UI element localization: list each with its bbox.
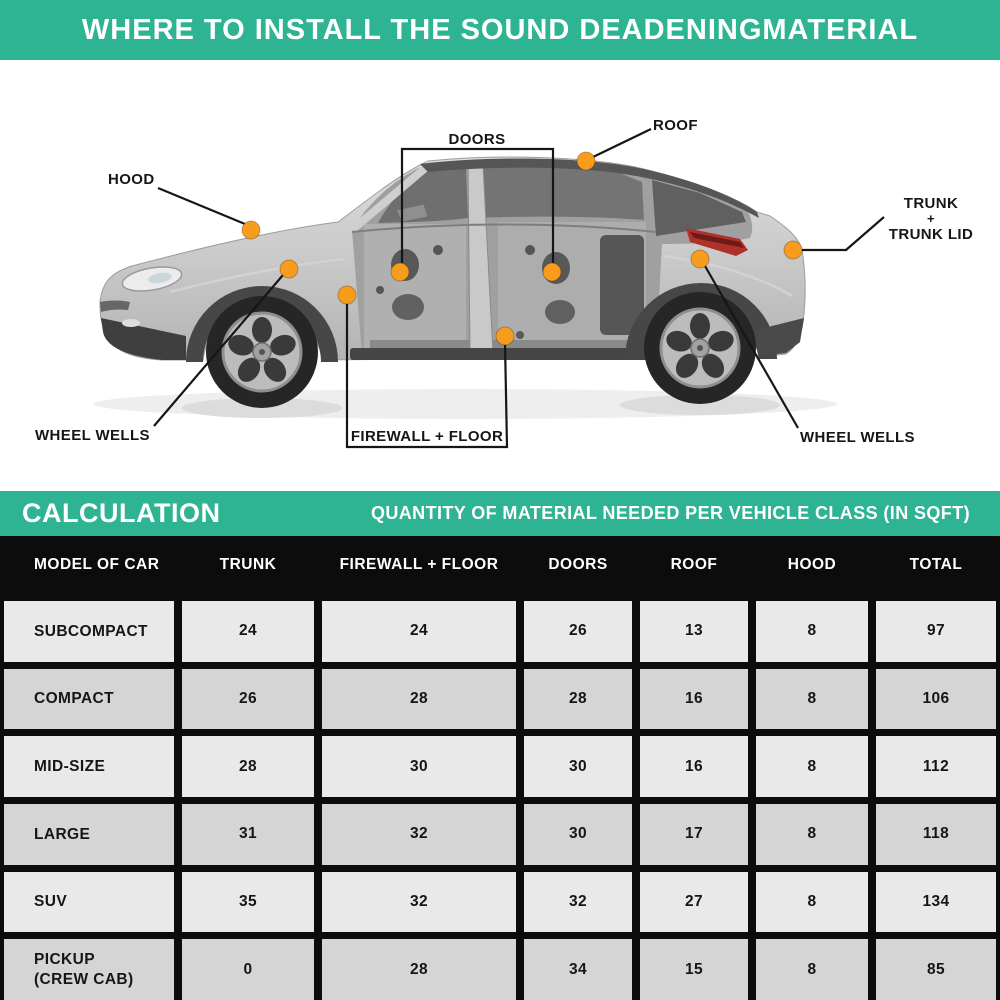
spacer (0, 478, 1000, 491)
table-cell: 30 (524, 736, 632, 797)
install-point-dot-roof (577, 152, 595, 170)
install-point-dot-firewall (338, 286, 356, 304)
table-cell: 85 (876, 939, 996, 1000)
column-header-hood: HOOD (756, 536, 868, 594)
table-cell: 112 (876, 736, 996, 797)
table-cell: 24 (182, 601, 314, 662)
label-wheel-wells-right: WHEEL WELLS (800, 429, 915, 446)
car-diagram-svg (0, 60, 1000, 478)
table-cell: 106 (876, 669, 996, 730)
table-cell: 8 (756, 601, 868, 662)
calculation-title: CALCULATION (22, 498, 221, 528)
table-cell: 34 (524, 939, 632, 1000)
column-header-firewall-floor: FIREWALL + FLOOR (322, 536, 516, 594)
table-cell: 30 (524, 804, 632, 865)
title-banner (0, 0, 1000, 60)
table-cell: 16 (640, 669, 748, 730)
calculation-banner (0, 491, 1000, 536)
table-cell: 24 (322, 601, 516, 662)
car-diagram (0, 60, 1000, 478)
label-trunk-line2: + (927, 211, 935, 226)
table-cell: 30 (322, 736, 516, 797)
calculation-subtitle: QUANTITY OF MATERIAL NEEDED PER VEHICLE CLASS (IN SQFT) (370, 503, 970, 523)
label-wheel-wells-left: WHEEL WELLS (35, 427, 150, 444)
table-cell: 118 (876, 804, 996, 865)
column-header-roof: ROOF (640, 536, 748, 594)
column-header-total: TOTAL (876, 536, 996, 594)
table-cell: 8 (756, 804, 868, 865)
roof-leader-line (593, 129, 651, 157)
row-model-subcompact: SUBCOMPACT (4, 601, 174, 662)
trunk-leader-line (801, 217, 884, 250)
table-cell: 28 (524, 669, 632, 730)
table-cell: 35 (182, 872, 314, 933)
table-cell: 28 (182, 736, 314, 797)
install-point-dot-hood (242, 221, 260, 239)
table-cell: 16 (640, 736, 748, 797)
label-firewall-floor: FIREWALL + FLOOR (350, 428, 504, 445)
table-cell: 8 (756, 669, 868, 730)
label-doors: DOORS (448, 131, 506, 148)
install-point-dot-rear-door (543, 263, 561, 281)
table-cell: 32 (524, 872, 632, 933)
install-point-dot-trunk (784, 241, 802, 259)
install-point-dot-rear-wheel-well (691, 250, 709, 268)
column-header-model: MODEL OF CAR (4, 536, 174, 594)
table-cell: 0 (182, 939, 314, 1000)
table-cell: 13 (640, 601, 748, 662)
label-hood: HOOD (108, 171, 155, 188)
label-roof: ROOF (653, 117, 698, 134)
install-point-dot-front-door (391, 263, 409, 281)
row-model-large: LARGE (4, 804, 174, 865)
front-wheel (206, 296, 318, 408)
hood-leader-line (158, 188, 245, 224)
table-cell: 32 (322, 804, 516, 865)
table-cell: 17 (640, 804, 748, 865)
car-cutaway-illustration (100, 157, 805, 408)
table-cell: 134 (876, 872, 996, 933)
column-header-trunk: TRUNK (182, 536, 314, 594)
table-cell: 28 (322, 939, 516, 1000)
table-cell: 26 (524, 601, 632, 662)
table-cell: 31 (182, 804, 314, 865)
column-header-doors: DOORS (524, 536, 632, 594)
table-cell: 8 (756, 939, 868, 1000)
row-model-pickup: PICKUP (CREW CAB) (4, 939, 174, 1000)
table-cell: 28 (322, 669, 516, 730)
label-trunk-line3: TRUNK LID (888, 226, 974, 243)
label-trunk-line1: TRUNK (903, 195, 959, 212)
page-title: WHERE TO INSTALL THE SOUND DEADENINGMATERIAL (81, 13, 919, 46)
table-cell: 8 (756, 736, 868, 797)
table-cell: 15 (640, 939, 748, 1000)
install-point-dot-front-wheel-well (280, 260, 298, 278)
install-point-dot-floor-sill (496, 327, 514, 345)
row-model-mid-size: MID-SIZE (4, 736, 174, 797)
table-cell: 8 (756, 872, 868, 933)
table-cell: 32 (322, 872, 516, 933)
table-cell: 27 (640, 872, 748, 933)
table-cell: 26 (182, 669, 314, 730)
table-cell: 97 (876, 601, 996, 662)
row-model-suv: SUV (4, 872, 174, 933)
quantity-table (0, 536, 1000, 1000)
row-model-compact: COMPACT (4, 669, 174, 730)
rear-wheel (644, 292, 756, 404)
